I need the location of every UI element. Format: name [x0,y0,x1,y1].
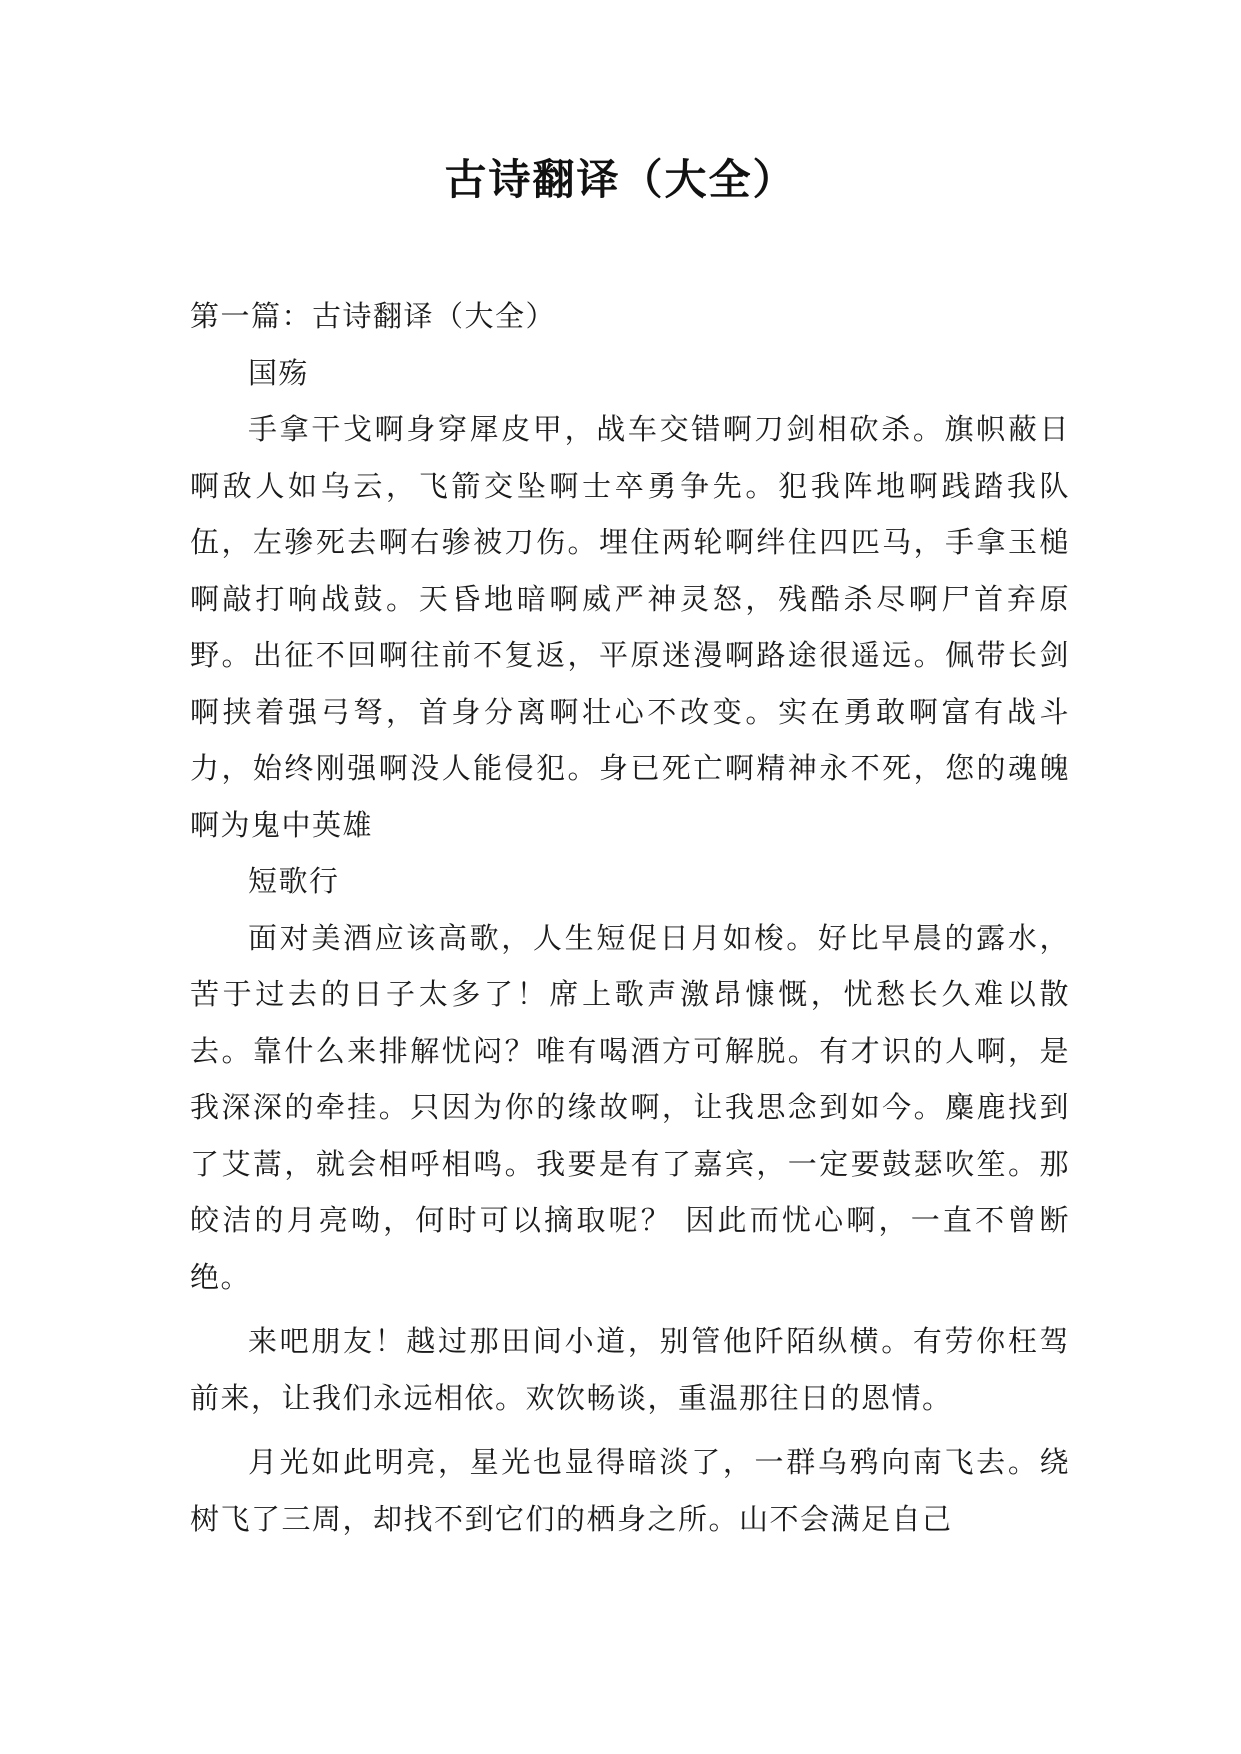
poem-title-duangexing: 短歌行 [248,864,340,898]
poem-paragraph: 月光如此明亮，星光也显得暗淡了，一群乌鸦向南飞去。绕树飞了三周，却找不到它们的栖身之所。山不会满足自己 [190,1445,1070,1536]
document-body [190,288,1070,1547]
poem-paragraph: 面对美酒应该高歌，人生短促日月如梭。好比早晨的露水，苦于过去的日子太多了！席上歌声激昂慷慨，忧愁长久难以散去。靠什么来排解忧闷？唯有喝酒方可解脱。有才识的人啊，是我深深的牵挂。只因为你的缘故啊，让我思念到如今。麋鹿找到了艾蒿，就会相呼相鸣。我要是有了嘉宾，一定要鼓瑟吹笙。那皎洁的月亮呦，何时可以摘取呢？ 因此而忧心啊，一直不曾断绝。 [190,920,1070,1294]
section-heading: 第一篇：古诗翻译（大全） [190,299,557,333]
poem-paragraph: 来吧朋友！越过那田间小道，别管他阡陌纵横。有劳你枉驾前来，让我们永远相依。欢饮畅谈，重温那往日的恩情。 [190,1324,1070,1415]
poem-paragraph: 手拿干戈啊身穿犀皮甲，战车交错啊刀剑相砍杀。旗帜蔽日啊敌人如乌云，飞箭交坠啊士卒勇争先。犯我阵地啊践踏我队伍，左骖死去啊右骖被刀伤。埋住两轮啊绊住四匹马，手拿玉槌啊敲打响战鼓。天昏地暗啊威严神灵怒，残酷杀尽啊尸首弃原野。出征不回啊往前不复返，平原迷漫啊路途很遥远。佩带长剑啊挟着强弓弩，首身分离啊壮心不改变。实在勇敢啊富有战斗力，始终刚强啊没人能侵犯。身已死亡啊精神永不死，您的魂魄啊为鬼中英雄 [190,412,1070,842]
poem-title-guoshang: 国殇 [248,355,310,390]
document-title: 古诗翻译（大全） [444,155,797,204]
